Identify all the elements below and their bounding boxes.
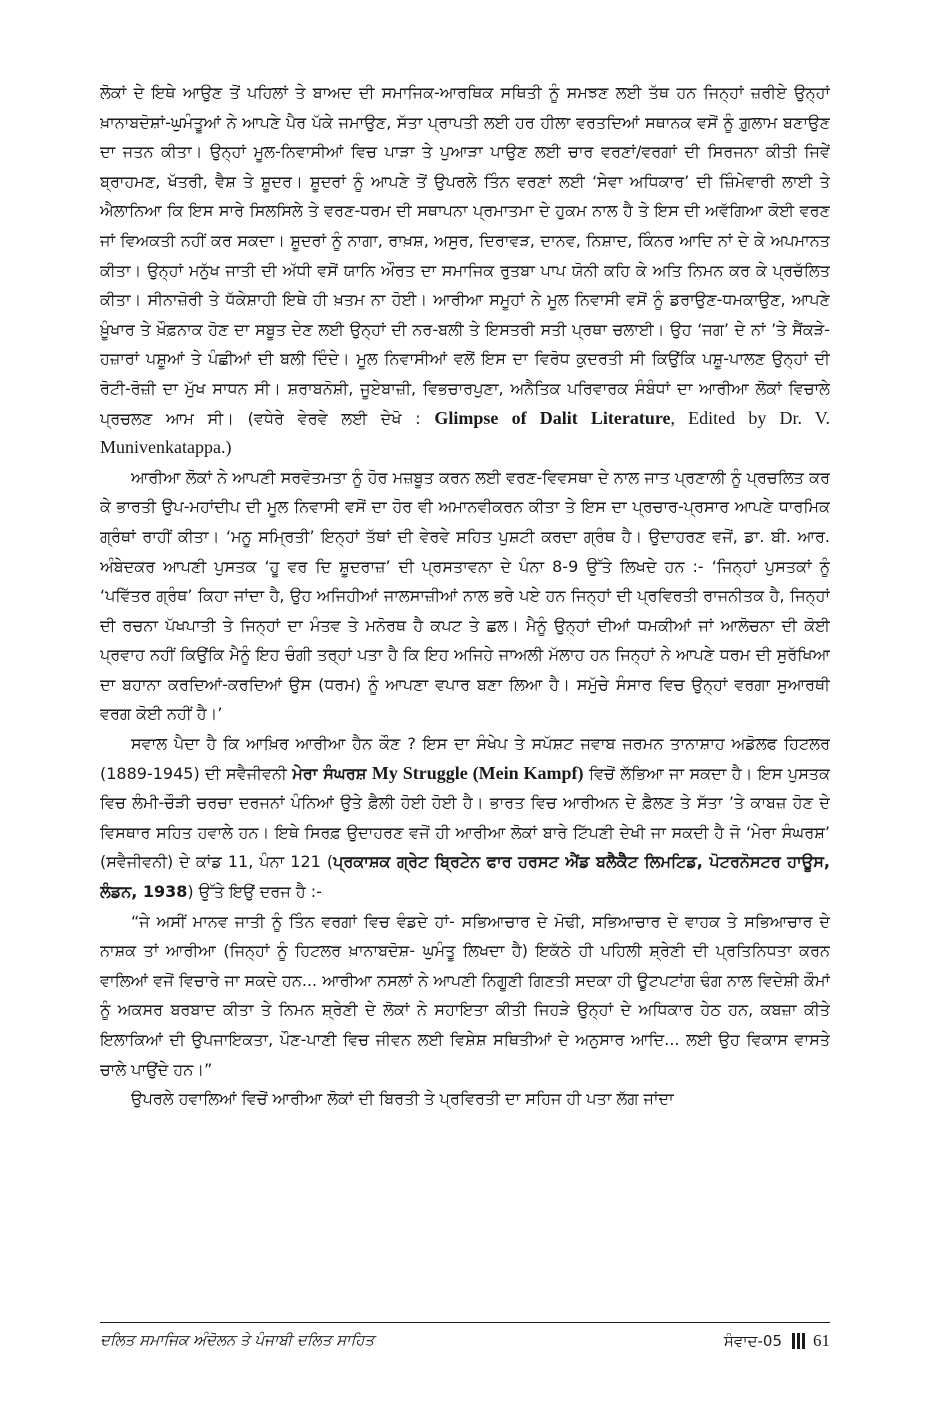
paragraph-5: ਉਪਰਲੇ ਹਵਾਲਿਆਂ ਵਿਚੋਂ ਆਰੀਆ ਲੋਕਾਂ ਦੀ ਬਿਰਤੀ ਤੇ ਪ੍ਰਵਿਰਤੀ ਦਾ ਸਹਿਜ ਹੀ ਪਤਾ ਲੱਗ ਜਾਂਦਾ bbox=[131, 1089, 674, 1109]
page-footer bbox=[100, 1322, 830, 1359]
book-title-glimpse: Glimpse of Dalit Literature bbox=[434, 407, 671, 428]
publisher-details: ਪ੍ਰਕਾਸ਼ਕ ਗ੍ਰੇਟ ਬ੍ਰਿਟੇਨ ਫਾਰ ਹਰਸਟ ਐਂਡ ਬਲੈਕੈੱਟ ਲਿਮਟਿਡ, ਪੋਟਰਨੋਸਟਰ ਹਾਊਸ, ਲੰਡਨ, 1938 bbox=[100, 852, 830, 902]
paragraph-3-text-a: ਸਵਾਲ ਪੈਦਾ ਹੈ ਕਿ ਆਖ਼ਿਰ ਆਰੀਆ ਹੈਨ ਕੌਣ ? ਇਸ ਦਾ ਸੰਖੇਪ ਤੇ ਸਪੱਸ਼ਟ ਜਵਾਬ ਜਰਮਨ ਤਾਨਾਸ਼ਾਹ ਅਡੋਲਫ ਹਿਟਲਰ (1889-1945) ਦੀ ਸਵੈਜੀਵਨੀ bbox=[100, 734, 830, 783]
footer-right bbox=[724, 1331, 830, 1351]
book-editor: , Edited by Dr. V. Munivenkatappa.) bbox=[100, 407, 830, 458]
paragraph-3 bbox=[100, 729, 830, 907]
book-title-punjabi: ਮੇਰਾ ਸੰਘਰਸ਼ bbox=[292, 763, 367, 783]
bars-icon bbox=[792, 1333, 805, 1349]
running-title: ਦਲਿਤ ਸਮਾਜਿਕ ਅੰਦੋਲਨ ਤੇ ਪੰਜਾਬੀ ਦਲਿਤ ਸਾਹਿਤ bbox=[100, 1331, 375, 1349]
paragraph-1-text: ਲੋਕਾਂ ਦੇ ਇਥੇ ਆਉਣ ਤੋਂ ਪਹਿਲਾਂ ਤੇ ਬਾਅਦ ਦੀ ਸਮਾਜਿਕ-ਆਰਥਿਕ ਸਥਿਤੀ ਨੂੰ ਸਮਝਣ ਲਈ ਤੱਥ ਹਨ ਜਿਨ੍ਹਾਂ ਜ਼ਰੀਏ ਉਨ੍ਹਾਂ ਖ਼ਾਨਾਬਦੋਸ਼ਾਂ-ਘੁਮੰਤੂਆਂ ਨੇ ਆਪਣੇ ਪੈਰ ਪੱਕੇ ਜਮਾਉਣ, ਸੱਤਾ ਪ੍ਰਾਪਤੀ ਲਈ ਹਰ ਹੀਲਾ ਵਰਤਦਿਆਂ ਸਥਾਨਕ ਵਸੋਂ ਨੂੰ ਗ਼ੁਲਾਮ ਬਣਾਉਣ ਦਾ ਜਤਨ ਕੀਤਾ। ਉਨ੍ਹਾਂ ਮੂਲ-ਨਿਵਾਸੀਆਂ ਵਿਚ ਪਾੜਾ ਤੇ ਪੁਆੜਾ ਪਾਉਣ ਲਈ ਚਾਰ ਵਰਣਾਂ/ਵਰਗਾਂ ਦੀ ਸਿਰਜਨਾ ਕੀਤੀ ਜਿਵੇਂ ਬ੍ਰਾਹਮਣ, ਖੱਤਰੀ, ਵੈਸ਼ ਤੇ ਸ਼ੂਦਰ। ਸ਼ੂਦਰਾਂ ਨੂੰ ਆਪਣੇ ਤੋਂ ਉਪਰਲੇ ਤਿੰਨ ਵਰਣਾਂ ਲਈ ‘ਸੇਵਾ ਅਧਿਕਾਰ’ ਦੀ ਜ਼ਿੰਮੇਵਾਰੀ ਲਾਈ ਤੇ ਐਲਾਨਿਆ ਕਿ ਇਸ ਸਾਰੇ ਸਿਲਸਿਲੇ ਤੇ ਵਰਣ-ਧਰਮ ਦੀ ਸਥਾਪਨਾ ਪ੍ਰਮਾਤਮਾ ਦੇ ਹੁਕਮ ਨਾਲ ਹੈ ਤੇ ਇਸ ਦੀ ਅਵੱਗਿਆ ਕੋਈ ਵਰਣ ਜਾਂ ਵਿਅਕਤੀ ਨਹੀਂ ਕਰ ਸਕਦਾ। ਸ਼ੂਦਰਾਂ ਨੂੰ ਨਾਗਾ, ਰਾਖ਼ਸ਼, ਅਸੁਰ, ਦਿਰਾਵੜ, ਦਾਨਵ, ਨਿਸ਼ਾਦ, ਕਿੰਨਰ ਆਦਿ ਨਾਂ ਦੇ ਕੇ ਅਪਮਾਨਤ ਕੀਤਾ। ਉਨ੍ਹਾਂ ਮਨੁੱਖ ਜਾਤੀ ਦੀ ਅੱਧੀ ਵਸੋਂ ਯਾਨਿ ਔਰਤ ਦਾ ਸਮਾਜਿਕ ਰੁਤਬਾ ਪਾਪ ਯੋਨੀ ਕਹਿ ਕੇ ਅਤਿ ਨਿਮਨ ਕਰ ਕੇ ਪ੍ਰਚੱਲਿਤ ਕੀਤਾ। ਸੀਨਾਜ਼ੋਰੀ ਤੇ ਧੱਕੇਸ਼ਾਹੀ ਇਥੇ ਹੀ ਖ਼ਤਮ ਨਾ ਹੋਈ। ਆਰੀਆ ਸਮੂਹਾਂ ਨੇ ਮੂਲ ਨਿਵਾਸੀ ਵਸੋਂ ਨੂੰ ਡਰਾਉਣ-ਧਮਕਾਉਣ, ਆਪਣੇ ਖ਼ੂੰਖਾਰ ਤੇ ਖ਼ੌਫ਼ਨਾਕ ਹੋਣ ਦਾ ਸਬੂਤ ਦੇਣ ਲਈ ਉਨ੍ਹਾਂ ਦੀ ਨਰ-ਬਲੀ ਤੇ ਇਸਤਰੀ ਸਤੀ ਪ੍ਰਥਾ ਚਲਾਈ। ਉਹ ‘ਜਗ’ ਦੇ ਨਾਂ ’ਤੇ ਸੈਂਕੜੇ-ਹਜ਼ਾਰਾਂ ਪਸ਼ੂਆਂ ਤੇ ਪੰਛੀਆਂ ਦੀ ਬਲੀ ਦਿੰਦੇ। ਮੂਲ ਨਿਵਾਸੀਆਂ ਵਲੋਂ ਇਸ ਦਾ ਵਿਰੋਧ ਕੁਦਰਤੀ ਸੀ ਕਿਉਂਕਿ ਪਸ਼ੂ-ਪਾਲਣ ਉਨ੍ਹਾਂ ਦੀ ਰੋਟੀ-ਰੋਜ਼ੀ ਦਾ ਮੁੱਖ ਸਾਧਨ ਸੀ। ਸ਼ਰਾਬਨੋਸ਼ੀ, ਜੂਏਬਾਜ਼ੀ, ਵਿਭਚਾਰਪੁਣਾ, ਅਨੈਤਿਕ ਪਰਿਵਾਰਕ ਸੰਬੰਧਾਂ ਦਾ ਆਰੀਆ ਲੋਕਾਂ ਵਿਚਾਲੇ ਪ੍ਰਚਲਣ ਆਮ ਸੀ। (ਵਧੇਰੇ ਵੇਰਵੇ ਲਈ ਦੇਖੋ : bbox=[100, 83, 830, 428]
issue-label: ਸੰਵਾਦ-05 bbox=[723, 1332, 782, 1350]
paragraph-3-text-c: ) ਉੱਤੇ ਇਉਂ ਦਰਜ ਹੈ :- bbox=[187, 882, 322, 902]
page-number: 61 bbox=[813, 1331, 830, 1350]
paragraph-3-text-b: ਵਿਚੋਂ ਲੱਭਿਆ ਜਾ ਸਕਦਾ ਹੈ। ਇਸ ਪੁਸਤਕ ਵਿਚ ਲੰਮੀ-ਚੌੜੀ ਚਰਚਾ ਦਰਜਨਾਂ ਪੰਨਿਆਂ ਉਤੇ ਫ਼ੈਲੀ ਹੋਈ ਹੋਈ ਹੈ। ਭਾਰਤ ਵਿਚ ਆਰੀਅਨ ਦੇ ਫ਼ੈਲਣ ਤੇ ਸੱਤਾ ’ਤੇ ਕਾਬਜ਼ ਹੋਣ ਦੇ ਵਿਸਥਾਰ ਸਹਿਤ ਹਵਾਲੇ ਹਨ। ਇਥੇ ਸਿਰਫ਼ ਉਦਾਹਰਣ ਵਜੋਂ ਹੀ ਆਰੀਆ ਲੋਕਾਂ ਬਾਰੇ ਟਿੱਪਣੀ ਦੇਖੀ ਜਾ ਸਕਦੀ ਹੈ ਜੋ ‘ਮੇਰਾ ਸੰਘਰਸ਼’ (ਸਵੈਜੀਵਨੀ) ਦੇ ਕਾਂਡ 11, ਪੰਨਾ 121 ( bbox=[100, 763, 830, 872]
paragraph-4-quote: “ਜੇ ਅਸੀਂ ਮਾਨਵ ਜਾਤੀ ਨੂੰ ਤਿੰਨ ਵਰਗਾਂ ਵਿਚ ਵੰਡਦੇ ਹਾਂ- ਸਭਿਆਚਾਰ ਦੇ ਮੋਢੀ, ਸਭਿਆਚਾਰ ਦੇ ਵਾਹਕ ਤੇ ਸਭਿਆਚਾਰ ਦੇ ਨਾਸ਼ਕ ਤਾਂ ਆਰੀਆ (ਜਿਨ੍ਹਾਂ ਨੂੰ ਹਿਟਲਰ ਖ਼ਾਨਾਬਦੋਸ਼- ਘੁਮੰਤੂ ਲਿਖਦਾ ਹੈ) ਇਕੱਠੇ ਹੀ ਪਹਿਲੀ ਸ਼੍ਰੇਣੀ ਦੀ ਪ੍ਰਤਿਨਿਧਤਾ ਕਰਨ ਵਾਲਿਆਂ ਵਜੋਂ ਵਿਚਾਰੇ ਜਾ ਸਕਦੇ ਹਨ... ਆਰੀਆ ਨਸਲਾਂ ਨੇ ਆਪਣੀ ਨਿਗੂਣੀ ਗਿਣਤੀ ਸਦਕਾ ਹੀ ਊਟਪਟਾਂਗ ਢੰਗ ਨਾਲ ਵਿਦੇਸ਼ੀ ਕੌਮਾਂ ਨੂੰ ਅਕਸਰ ਬਰਬਾਦ ਕੀਤਾ ਤੇ ਨਿਮਨ ਸ਼੍ਰੇਣੀ ਦੇ ਲੋਕਾਂ ਨੇ ਸਹਾਇਤਾ ਕੀਤੀ ਜਿਹੜੇ ਉਨ੍ਹਾਂ ਦੇ ਅਧਿਕਾਰ ਹੇਠ ਹਨ, ਕਬਜ਼ਾ ਕੀਤੇ ਇਲਾਕਿਆਂ ਦੀ ਉਪਜਾਇਕਤਾ, ਪੌਣ-ਪਾਣੀ ਵਿਚ ਜੀਵਨ ਲਈ ਵਿਸ਼ੇਸ਼ ਸਥਿਤੀਆਂ ਦੇ ਅਨੁਸਾਰ ਆਦਿ... ਲਈ ਉਹ ਵਿਕਾਸ ਵਾਸਤੇ ਚਾਲੇ ਪਾਉਂਦੇ ਹਨ।” bbox=[100, 911, 830, 1079]
paragraph-1 bbox=[100, 78, 830, 463]
paragraph-2: ਆਰੀਆ ਲੋਕਾਂ ਨੇ ਆਪਣੀ ਸਰਵੋਤਮਤਾ ਨੂੰ ਹੋਰ ਮਜ਼ਬੂਤ ਕਰਨ ਲਈ ਵਰਣ-ਵਿਵਸਥਾ ਦੇ ਨਾਲ ਜਾਤ ਪ੍ਰਣਾਲੀ ਨੂੰ ਪ੍ਰਚਲਿਤ ਕਰ ਕੇ ਭਾਰਤੀ ਉਪ-ਮਹਾਂਦੀਪ ਦੀ ਮੂਲ ਨਿਵਾਸੀ ਵਸੋਂ ਦਾ ਹੋਰ ਵੀ ਅਮਾਨਵੀਕਰਨ ਕੀਤਾ ਤੇ ਇਸ ਦਾ ਪ੍ਰਚਾਰ-ਪ੍ਰਸਾਰ ਆਪਣੇ ਧਾਰਮਿਕ ਗ੍ਰੰਥਾਂ ਰਾਹੀਂ ਕੀਤਾ। ‘ਮਨੂ ਸਮ੍ਰਿਤੀ’ ਇਨ੍ਹਾਂ ਤੱਥਾਂ ਦੀ ਵੇਰਵੇ ਸਹਿਤ ਪੁਸ਼ਟੀ ਕਰਦਾ ਗ੍ਰੰਥ ਹੈ। ਉਦਾਹਰਣ ਵਜੋਂ, ਡਾ. ਬੀ. ਆਰ. ਅੰਬੇਦਕਰ ਆਪਣੀ ਪੁਸਤਕ ‘ਹੂ ਵਰ ਦਿ ਸ਼ੂਦਰਾਜ਼’ ਦੀ ਪ੍ਰਸਤਾਵਨਾ ਦੇ ਪੰਨਾ 8-9 ਉੱਤੇ ਲਿਖਦੇ ਹਨ :- ‘ਜਿਨ੍ਹਾਂ ਪੁਸਤਕਾਂ ਨੂੰ ‘ਪਵਿੱਤਰ ਗ੍ਰੰਥ’ ਕਿਹਾ ਜਾਂਦਾ ਹੈ, ਉਹ ਅਜਿਹੀਆਂ ਜਾਲਸਾਜ਼ੀਆਂ ਨਾਲ ਭਰੇ ਪਏ ਹਨ ਜਿਨ੍ਹਾਂ ਦੀ ਪ੍ਰਵਿਰਤੀ ਰਾਜਨੀਤਕ ਹੈ, ਜਿਨ੍ਹਾਂ ਦੀ ਰਚਨਾ ਪੱਖਪਾਤੀ ਤੇ ਜਿਨ੍ਹਾਂ ਦਾ ਮੰਤਵ ਤੇ ਮਨੋਰਥ ਹੈ ਕਪਟ ਤੇ ਛਲ। ਮੈਨੂੰ ਉਨ੍ਹਾਂ ਦੀਆਂ ਧਮਕੀਆਂ ਜਾਂ ਆਲੋਚਨਾ ਦੀ ਕੋਈ ਪ੍ਰਵਾਹ ਨਹੀਂ ਕਿਉਂਕਿ ਮੈਨੂੰ ਇਹ ਚੰਗੀ ਤਰ੍ਹਾਂ ਪਤਾ ਹੈ ਕਿ ਇਹ ਅਜਿਹੇ ਜਾਅਲੀ ਮੱਲਾਹ ਹਨ ਜਿਨ੍ਹਾਂ ਨੇ ਆਪਣੇ ਧਰਮ ਦੀ ਸੁਰੱਖਿਆ ਦਾ ਬਹਾਨਾ ਕਰਦਿਆਂ-ਕਰਦਿਆਂ ਉਸ (ਧਰਮ) ਨੂੰ ਆਪਣਾ ਵਪਾਰ ਬਣਾ ਲਿਆ ਹੈ। ਸਮੁੱਚੇ ਸੰਸਾਰ ਵਿਚ ਉਨ੍ਹਾਂ ਵਰਗਾ ਸੁਆਰਥੀ ਵਰਗ ਕੋਈ ਨਹੀਂ ਹੈ।’ bbox=[100, 467, 830, 724]
page-body bbox=[100, 78, 830, 1318]
book-title-english: My Struggle (Mein Kampf) bbox=[371, 762, 584, 783]
